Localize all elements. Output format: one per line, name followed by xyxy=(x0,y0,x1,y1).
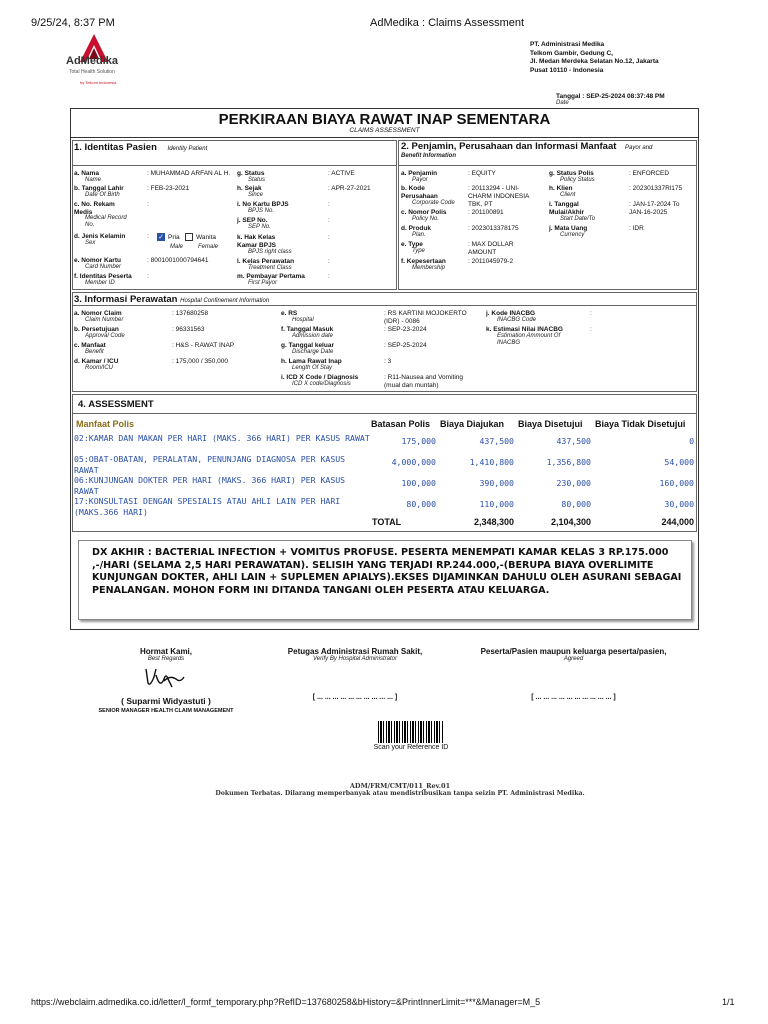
uang-en: Currency xyxy=(560,232,585,238)
th-tidak-disetujui: Biaya Tidak Disetujui xyxy=(595,419,686,429)
bpjs-label: i. No Kartu BPJS xyxy=(237,201,289,208)
penjamin-value: : EQUITY xyxy=(468,170,496,177)
type-value: : MAX DOLLAR AMOUNT xyxy=(468,241,514,256)
form-subtitle: CLAIMS ASSESSMENT xyxy=(349,127,420,134)
female-label: Female xyxy=(198,244,219,250)
peserta-label: f. Identitas Peserta xyxy=(74,273,132,280)
title-divider xyxy=(70,137,699,138)
sign1-italic: Best Regards xyxy=(147,656,185,662)
total-rejected: 244,000 xyxy=(661,517,694,527)
estimasi-en: Estimation Ammount Of INACBG xyxy=(497,333,561,346)
total-label: TOTAL xyxy=(372,517,402,527)
row-submitted: 110,000 xyxy=(479,499,514,509)
row-limit: 175,000 xyxy=(401,436,436,446)
row-limit: 100,000 xyxy=(401,478,436,488)
handwritten-signature-icon xyxy=(136,665,196,693)
bpjs-value: : xyxy=(328,201,330,208)
icd-label: i. ICD X Code / Diagnosis xyxy=(281,374,359,381)
persetujuan-value: : 96331563 xyxy=(172,326,205,333)
sign3-title: Peserta/Pasien maupun keluarga peserta/pasien, xyxy=(480,647,667,656)
claim-value: : 137680258 xyxy=(172,310,209,317)
hak-value: : xyxy=(328,234,330,241)
uang-label: j. Mata Uang xyxy=(549,225,588,232)
kelas-label: l. Kelas Perawatan xyxy=(237,258,295,265)
tanggal-en: Start Date/To xyxy=(560,216,596,222)
keluar-label: g. Tanggal keluar xyxy=(281,342,334,349)
polis-en: Policy No. xyxy=(412,216,440,222)
inacbg-en: INACBG Code xyxy=(497,317,537,323)
tgl-label: b. Tanggal Lahir xyxy=(74,185,124,192)
inacbg-label: j. Kode INACBG xyxy=(486,310,536,317)
pria-checkbox[interactable]: ✓ xyxy=(158,234,164,241)
claim-label: a. Nomor Claim xyxy=(74,310,122,317)
sign1-role: SENIOR MANAGER HEALTH CLAIM MANAGEMENT xyxy=(98,708,234,714)
row-submitted: 437,500 xyxy=(479,436,514,446)
admedika-logo xyxy=(66,32,126,92)
kode-label: b. Kode Perusahaan xyxy=(401,185,438,200)
kode-en: Corporate Code xyxy=(412,200,455,206)
statuspolis-label: g. Status Polis xyxy=(549,170,594,177)
total-row xyxy=(74,517,694,529)
s1-italic: Identity Patient xyxy=(167,146,208,152)
table-row xyxy=(74,496,694,517)
row-submitted: 1,410,800 xyxy=(469,457,514,467)
rs-en: Hospital xyxy=(292,317,314,323)
sejak-en: Since xyxy=(248,192,264,198)
sign1-title: Hormat Kami, xyxy=(139,647,192,656)
rekam-label: c. No. Rekam Medis xyxy=(74,201,115,216)
sep-label: j. SEP No. xyxy=(237,217,268,224)
print-datetime: 9/25/24, 8:37 PM xyxy=(31,17,115,29)
peserta-value: : xyxy=(147,273,149,280)
hak-label: k. Hak Kelas Kamar BPJS xyxy=(237,234,277,249)
company-line3: Jl. Medan Merdeka Selatan No.12, Jakarta xyxy=(530,58,659,65)
statuspolis-en: Policy Status xyxy=(560,177,595,183)
tgl-value: : FEB-23-2021 xyxy=(147,185,190,192)
nama-label: a. Nama xyxy=(74,170,99,177)
estimasi-value: : xyxy=(590,326,592,333)
produk-label: d. Produk xyxy=(401,225,431,232)
produk-value: : 2023013378175 xyxy=(468,225,519,232)
s2-italic2: Benefit Information xyxy=(401,153,456,159)
klien-en: Client xyxy=(560,192,576,198)
icd-value: : R11-Nausea and Vomiting (mual dan muntah) xyxy=(384,374,464,389)
rs-value: : RS KARTINI MOJOKERTO (IDR) - 0086 xyxy=(384,310,467,325)
penjamin-en: Payor xyxy=(412,177,428,183)
sign3-italic: Agreed xyxy=(563,656,584,662)
bayar-label: m. Pembayar Pertama xyxy=(237,273,305,280)
row-rejected: 54,000 xyxy=(664,457,694,467)
kartu-label: e. Nomor Kartu xyxy=(74,257,121,264)
row-name: 02:KAMAR DAN MAKAN PER HARI (MAKS. 366 HARI) PER KASUS RAWAT xyxy=(74,433,370,443)
tgl-en: Date Of Birth xyxy=(85,192,120,198)
sign2-title: Petugas Administrasi Rumah Sakit, xyxy=(287,647,423,656)
date-label: Tanggal : xyxy=(556,93,585,100)
rs-label: e. RS xyxy=(281,310,298,317)
s2-italic1: Payor and xyxy=(625,145,653,151)
row-name: 17:KONSULTASI DENGAN SPESIALIS ATAU AHLI LAIN PER HARI (MAKS.366 HARI) xyxy=(74,496,341,517)
company-line4: Pusat 10110 - Indonesia xyxy=(530,66,604,74)
lama-en: Length Of Stay xyxy=(292,365,333,371)
form-title: PERKIRAAN BIAYA RAWAT INAP SEMENTARA xyxy=(218,111,551,128)
kepesertaan-label: f. Kepesertaan xyxy=(401,258,446,265)
penjamin-label: a. Penjamin xyxy=(401,170,438,177)
row-limit: 80,000 xyxy=(406,499,436,509)
bpjs-en: BPJS No. xyxy=(248,208,275,214)
print-title: AdMedika : Claims Assessment xyxy=(370,17,525,29)
jk-colon: : xyxy=(147,233,149,240)
nama-value: : MUHAMMAD ARFAN AL H. xyxy=(147,170,231,177)
hak-en: BPJS right class xyxy=(248,249,292,255)
row-submitted: 390,000 xyxy=(479,478,514,488)
rekam-en: Medical Record No. xyxy=(85,215,127,228)
date-value: SEP-25-2024 08:37:48 PM xyxy=(586,93,665,100)
rekam-value: : xyxy=(147,201,149,208)
table-row xyxy=(74,475,694,496)
row-name: 05:OBAT-OBATAN, PERALATAN, PENUNJANG DIAGNOSA PER KASUS RAWAT xyxy=(74,454,346,475)
s2-divider xyxy=(398,165,697,166)
sign2-blank: [ ... ... ... ... ... ... ... ... ... ... ] xyxy=(312,694,398,701)
status-label: g. Status xyxy=(237,170,265,177)
manfaat-value: : H&S - RAWAT INAP xyxy=(172,342,235,349)
sejak-label: h. Sejak xyxy=(237,185,262,192)
peserta-en: Member ID xyxy=(85,280,115,286)
s1-divider xyxy=(72,165,397,166)
s4-divider xyxy=(72,413,697,414)
kelas-en: Treatment Class xyxy=(248,265,292,271)
row-rejected: 30,000 xyxy=(664,499,694,509)
company-line1: PT. Administrasi Medika xyxy=(530,41,605,48)
bayar-en: First Payor xyxy=(248,280,278,286)
claim-en: Claim Number xyxy=(85,317,124,323)
company-line2: Telkom Gambir, Gedung C, xyxy=(530,49,613,57)
footer-note: Dokumen Terbatas. Dilarang memperbanyak atau mendistribusikan tanpa seizin PT. Administrasi Medika. xyxy=(215,790,585,797)
logo-name: AdMedika xyxy=(66,55,118,67)
s2-title: 2. Penjamin, Perusahaan dan Informasi Manfaat xyxy=(401,141,617,152)
signature-hospital xyxy=(270,647,440,701)
uang-value: : IDR xyxy=(629,225,644,232)
logo-tagline: Total Health Solution xyxy=(69,69,115,75)
s3-divider xyxy=(72,305,697,306)
jk-label: d. Jenis Kelamin xyxy=(74,233,126,240)
masuk-label: f. Tanggal Masuk xyxy=(281,326,334,333)
klien-value: : 202301337Rl175 xyxy=(629,185,683,192)
barcode xyxy=(378,721,444,743)
th-manfaat: Manfaat Polis xyxy=(76,419,135,429)
icd-en: ICD X code/Diagnosis xyxy=(292,381,351,387)
total-submitted: 2,348,300 xyxy=(473,517,514,527)
kode-value: : 20113294 - UNI-CHARM INDONESIA TBK, PT xyxy=(468,185,530,208)
inacbg-value: : xyxy=(590,310,592,317)
table-row xyxy=(74,433,694,454)
s3-title: 3. Informasi Perawatan xyxy=(74,294,178,305)
row-rejected: 0 xyxy=(689,436,694,446)
jk-en: Sex xyxy=(85,240,96,246)
row-limit: 4,000,000 xyxy=(391,457,436,467)
form-code: ADM/FRM/CMT/011_Rev.01 xyxy=(349,782,451,790)
sep-value: : xyxy=(328,217,330,224)
row-rejected: 160,000 xyxy=(659,478,694,488)
section3-title xyxy=(74,294,269,305)
lama-value: : 3 xyxy=(384,358,392,365)
print-url: https://webclaim.admedika.co.id/letter/l_formf_temporary.php?RefID=137680258&bHistory=&PrintInnerLimit=***&Manager=M_5 xyxy=(31,997,541,1007)
signature-patient xyxy=(456,647,691,701)
s3-italic: Hospital Confinement Information xyxy=(180,298,270,304)
persetujuan-en: Approval Code xyxy=(85,333,125,339)
section2-title xyxy=(401,142,697,160)
sejak-value: : APR-27-2021 xyxy=(328,185,371,192)
type-label: e. Type xyxy=(401,241,423,248)
section1-title xyxy=(74,142,207,153)
sign3-blank: [ ... ... ... ... ... ... ... ... ... ... ] xyxy=(531,694,616,701)
sep-en: SEP No. xyxy=(248,224,271,230)
kamar-value: : 175,000 / 350,000 xyxy=(172,358,229,365)
pria-label: Pria xyxy=(168,234,180,241)
persetujuan-label: b. Persetujuan xyxy=(74,326,119,333)
row-approved: 437,500 xyxy=(556,436,591,446)
logo-by: by Telkom Indonesia xyxy=(80,80,117,85)
s1-title: 1. Identitas Pasien xyxy=(74,142,157,153)
kartu-value: : 8001001000794641 xyxy=(147,257,209,264)
th-disetujui: Biaya Disetujui xyxy=(518,419,583,429)
masuk-value: : SEP-23-2024 xyxy=(384,326,427,333)
row-approved: 230,000 xyxy=(556,478,591,488)
table-row xyxy=(74,454,694,475)
masuk-en: Admission date xyxy=(292,333,334,339)
kepesertaan-value: : 2011045979-2 xyxy=(468,258,514,265)
kartu-en: Card Number xyxy=(85,264,122,270)
polis-value: : 201100891 xyxy=(468,209,504,216)
wanita-label: Wanita xyxy=(196,234,216,241)
polis-label: c. Nomor Polis xyxy=(401,209,447,216)
sign1-name: ( Suparmi Widyastuti ) xyxy=(121,696,211,706)
keluar-en: Discharge Date xyxy=(292,349,334,355)
bayar-value: : xyxy=(328,273,330,280)
tanggal-label: i. Tanggal Mulai/Akhir xyxy=(549,201,585,216)
type-en: Type xyxy=(412,248,425,254)
row-approved: 80,000 xyxy=(561,499,591,509)
remarks-text: DX AKHIR : BACTERIAL INFECTION + VOMITUS PROFUSE. PESERTA MENEMPATI KAMAR KELAS 3 RP.175.000 ,-/HARI (SELAMA 2,5 HARI PERAWATAN). SELISIH YANG TERJADI RP.244.000,-(BERUPA BIAYA OVERLIMITE KUNJUNGAN DOKTER, AHLI LAIN + SUPLEMEN APIALYS).EKSES DIJAMINKAN DAHULU OLEH ASURANI SEBAGAI PENALANGAN. MOHON FORM INI DITANDA TANGANI OLEH PESERTA ATAU KELUARGA. xyxy=(92,547,682,596)
kamar-label: d. Kamar / ICU xyxy=(74,358,119,365)
section4-title: 4. ASSESSMENT xyxy=(78,399,154,410)
total-approved: 2,104,300 xyxy=(550,517,591,527)
status-en: Status xyxy=(248,177,266,183)
company-address xyxy=(530,41,659,75)
produk-en: Plan. xyxy=(412,232,426,238)
kelas-value: : xyxy=(328,258,330,265)
date-italic: Date xyxy=(556,100,569,106)
statuspolis-value: : ENFORCED xyxy=(629,170,670,177)
status-value: : ACTIVE xyxy=(328,170,355,177)
klien-label: h. Klien xyxy=(549,185,573,192)
assessment-header xyxy=(74,419,697,431)
barcode-caption: Scan your Reference ID xyxy=(373,744,449,751)
nama-en: Name xyxy=(85,177,102,183)
print-page: 1/1 xyxy=(722,997,735,1007)
lama-label: h. Lama Rawat Inap xyxy=(281,358,342,365)
sign2-italic: Verify By Hospital Administrator xyxy=(313,656,397,662)
manfaat-en: Benefit xyxy=(85,349,104,355)
tanggal-value: : JAN-17-2024 To JAN-16-2025 xyxy=(629,201,680,216)
wanita-checkbox[interactable] xyxy=(185,233,193,241)
estimasi-label: k. Estimasi Nilai INACBG xyxy=(486,326,563,333)
th-batasan: Batasan Polis xyxy=(371,419,431,429)
print-date xyxy=(556,93,665,107)
kepesertaan-en: Membership xyxy=(412,265,446,271)
signature-company xyxy=(70,647,262,714)
kamar-en: Room/ICU xyxy=(85,365,114,371)
manfaat-label: c. Manfaat xyxy=(74,342,106,349)
male-label: Male xyxy=(170,244,184,250)
keluar-value: : SEP-25-2024 xyxy=(384,342,427,349)
row-name: 06:KUNJUNGAN DOKTER PER HARI (MAKS. 366 HARI) PER KASUS RAWAT xyxy=(74,475,346,496)
th-diajukan: Biaya Diajukan xyxy=(440,419,505,429)
row-approved: 1,356,800 xyxy=(546,457,591,467)
